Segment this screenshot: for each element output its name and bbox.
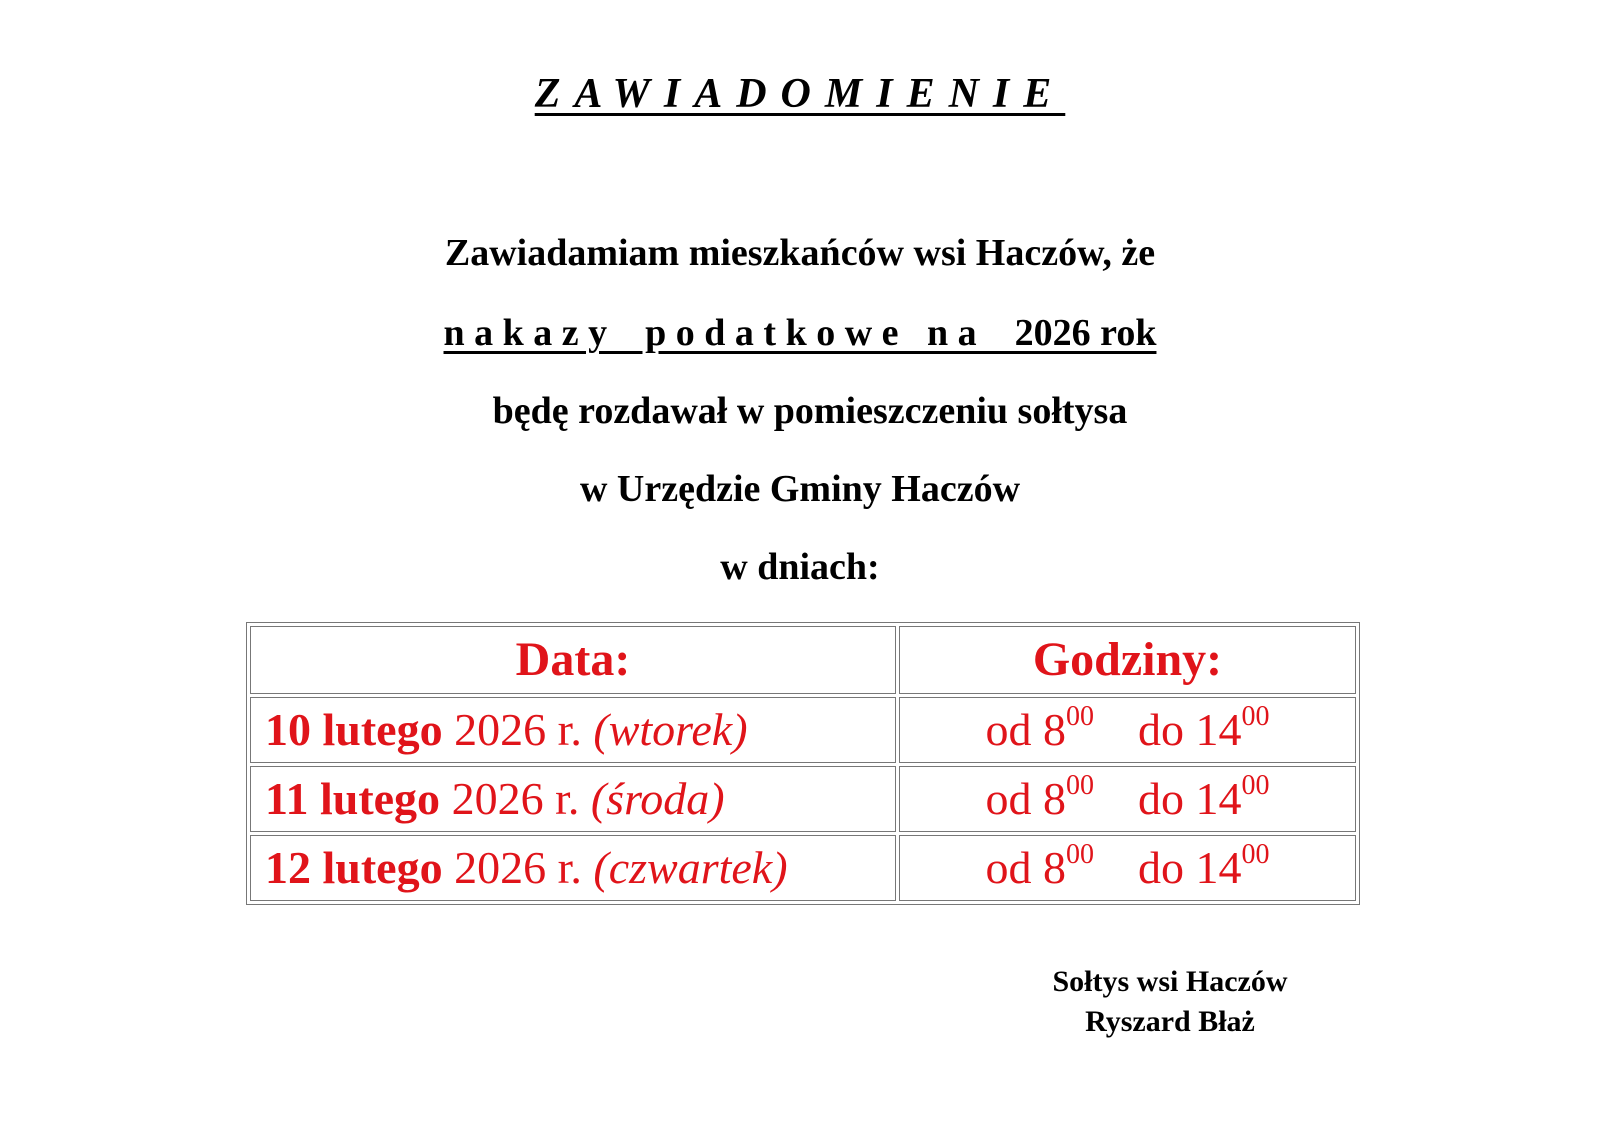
date-year: 2026 r. (454, 842, 582, 893)
hours-from-min: 00 (1066, 769, 1094, 801)
date-weekday: (czwartek) (593, 842, 788, 893)
table-row (250, 766, 1356, 832)
hours-from-label: od (985, 842, 1032, 893)
table-row (250, 697, 1356, 763)
body-line-days: w dniach: (720, 546, 880, 588)
date-cell (250, 766, 896, 832)
hours-to-hour: 14 (1195, 842, 1242, 893)
hours-cell (899, 835, 1356, 901)
body-line-office: w Urzędzie Gminy Haczów (579, 468, 1021, 510)
date-day: 12 lutego (265, 842, 443, 893)
header-hours: Godziny: (899, 626, 1356, 694)
schedule-table (246, 622, 1360, 905)
body-line-tax-orders (0, 310, 1600, 356)
date-day: 11 lutego (265, 773, 441, 824)
date-weekday: (wtorek) (593, 704, 748, 755)
body-line-residents: Zawiadamiam mieszkańców wsi Haczów, że (444, 232, 1156, 274)
hours-from-hour: 8 (1043, 704, 1066, 755)
hours-from-hour: 8 (1043, 773, 1066, 824)
hours-to-min: 00 (1241, 838, 1270, 870)
hours-to-min: 00 (1241, 769, 1270, 801)
hours-from-hour: 8 (1043, 842, 1066, 893)
hours-to-hour: 14 (1195, 773, 1242, 824)
table-row (250, 835, 1356, 901)
header-date: Data: (250, 626, 896, 694)
hours-to-label: do (1138, 842, 1184, 893)
hours-from-label: od (985, 704, 1032, 755)
date-year: 2026 r. (454, 704, 582, 755)
hours-from-min: 00 (1066, 700, 1094, 732)
signature-name: Ryszard Błaż (1085, 1005, 1255, 1038)
date-cell (250, 697, 896, 763)
notice-title (0, 68, 1600, 120)
date-cell (250, 835, 896, 901)
date-weekday: (środa) (590, 773, 725, 824)
hours-cell (899, 766, 1356, 832)
hours-cell (899, 697, 1356, 763)
hours-from-label: od (985, 773, 1032, 824)
hours-from-min: 00 (1066, 838, 1094, 870)
signature-title: Sołtys wsi Haczów (1052, 965, 1288, 998)
notice-title-text: ZAWIADOMIENIE (534, 71, 1066, 117)
schedule-header-row (250, 626, 1356, 694)
date-day: 10 lutego (265, 704, 443, 755)
hours-to-label: do (1138, 773, 1184, 824)
date-year: 2026 r. (451, 773, 580, 824)
body-line-distribution: będę rozdawał w pomieszczeniu sołtysa (492, 390, 1128, 432)
hours-to-label: do (1138, 704, 1184, 755)
tax-orders-text: n a k a z y p o d a t k o w e n a 2026 rok (443, 312, 1157, 354)
hours-to-hour: 14 (1195, 704, 1242, 755)
hours-to-min: 00 (1241, 700, 1270, 732)
